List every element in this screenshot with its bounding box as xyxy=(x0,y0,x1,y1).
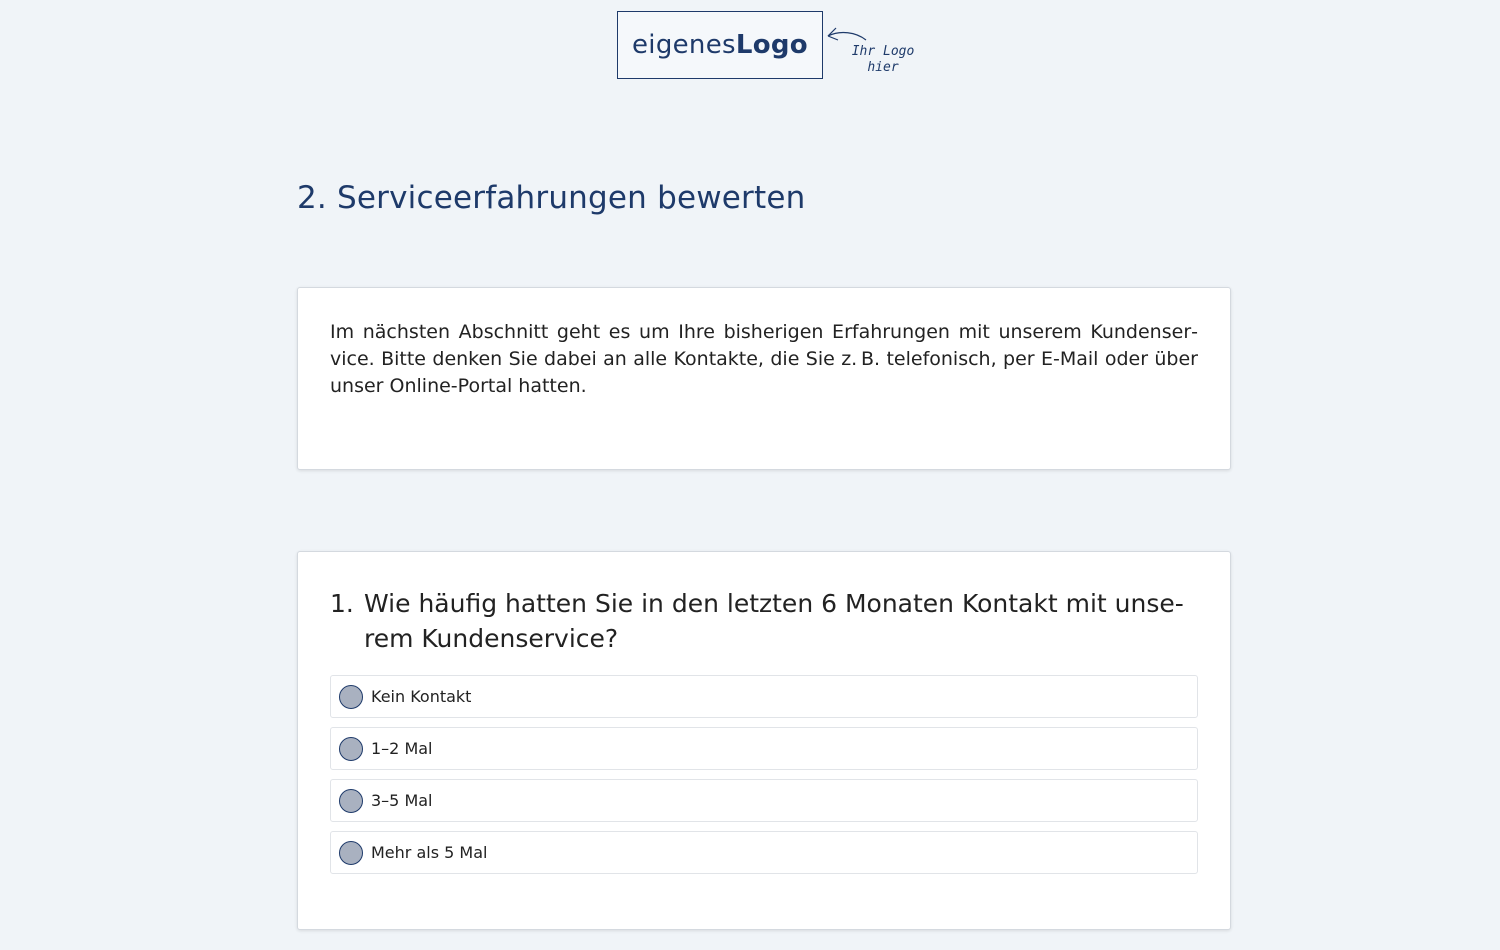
radio-button[interactable] xyxy=(339,685,363,709)
logo-hint xyxy=(843,44,923,76)
page-title: 2. Serviceerfahrungen bewerten xyxy=(297,180,806,216)
option-label: Kein Kontakt xyxy=(371,687,472,706)
question-text: Wie häufig hatten Sie in den letzten 6 Monaten Kontakt mit unserem Kundenservice? xyxy=(364,589,1184,653)
logo-text-regular: eigenes xyxy=(632,30,736,60)
logo-text-bold: Logo xyxy=(735,30,808,60)
radio-button[interactable] xyxy=(339,737,363,761)
question-card xyxy=(297,551,1231,930)
question-title xyxy=(330,586,1198,656)
option-mehr-als-5-mal[interactable] xyxy=(330,831,1198,874)
logo-hint-line1: Ihr Logo xyxy=(851,44,915,59)
option-1-2-mal[interactable] xyxy=(330,727,1198,770)
logo-hint-line2: hier xyxy=(867,60,899,75)
radio-button[interactable] xyxy=(339,841,363,865)
option-label: 3–5 Mal xyxy=(371,791,433,810)
logo xyxy=(617,11,823,79)
intro-card xyxy=(297,287,1231,470)
answer-options xyxy=(330,675,1198,874)
question-number: 1. xyxy=(330,589,354,618)
intro-text: Im nächsten Abschnitt geht es um Ihre bisherigen Erfahrungen mit unserem Kundenservice. Bitte denken Sie dabei an alle Kontakte, die Sie z. B. telefonisch, per E-Mail oder über unser Online-Portal hatten. xyxy=(330,321,1198,397)
option-label: Mehr als 5 Mal xyxy=(371,843,488,862)
option-kein-kontakt[interactable] xyxy=(330,675,1198,718)
radio-button[interactable] xyxy=(339,789,363,813)
option-label: 1–2 Mal xyxy=(371,739,433,758)
option-3-5-mal[interactable] xyxy=(330,779,1198,822)
